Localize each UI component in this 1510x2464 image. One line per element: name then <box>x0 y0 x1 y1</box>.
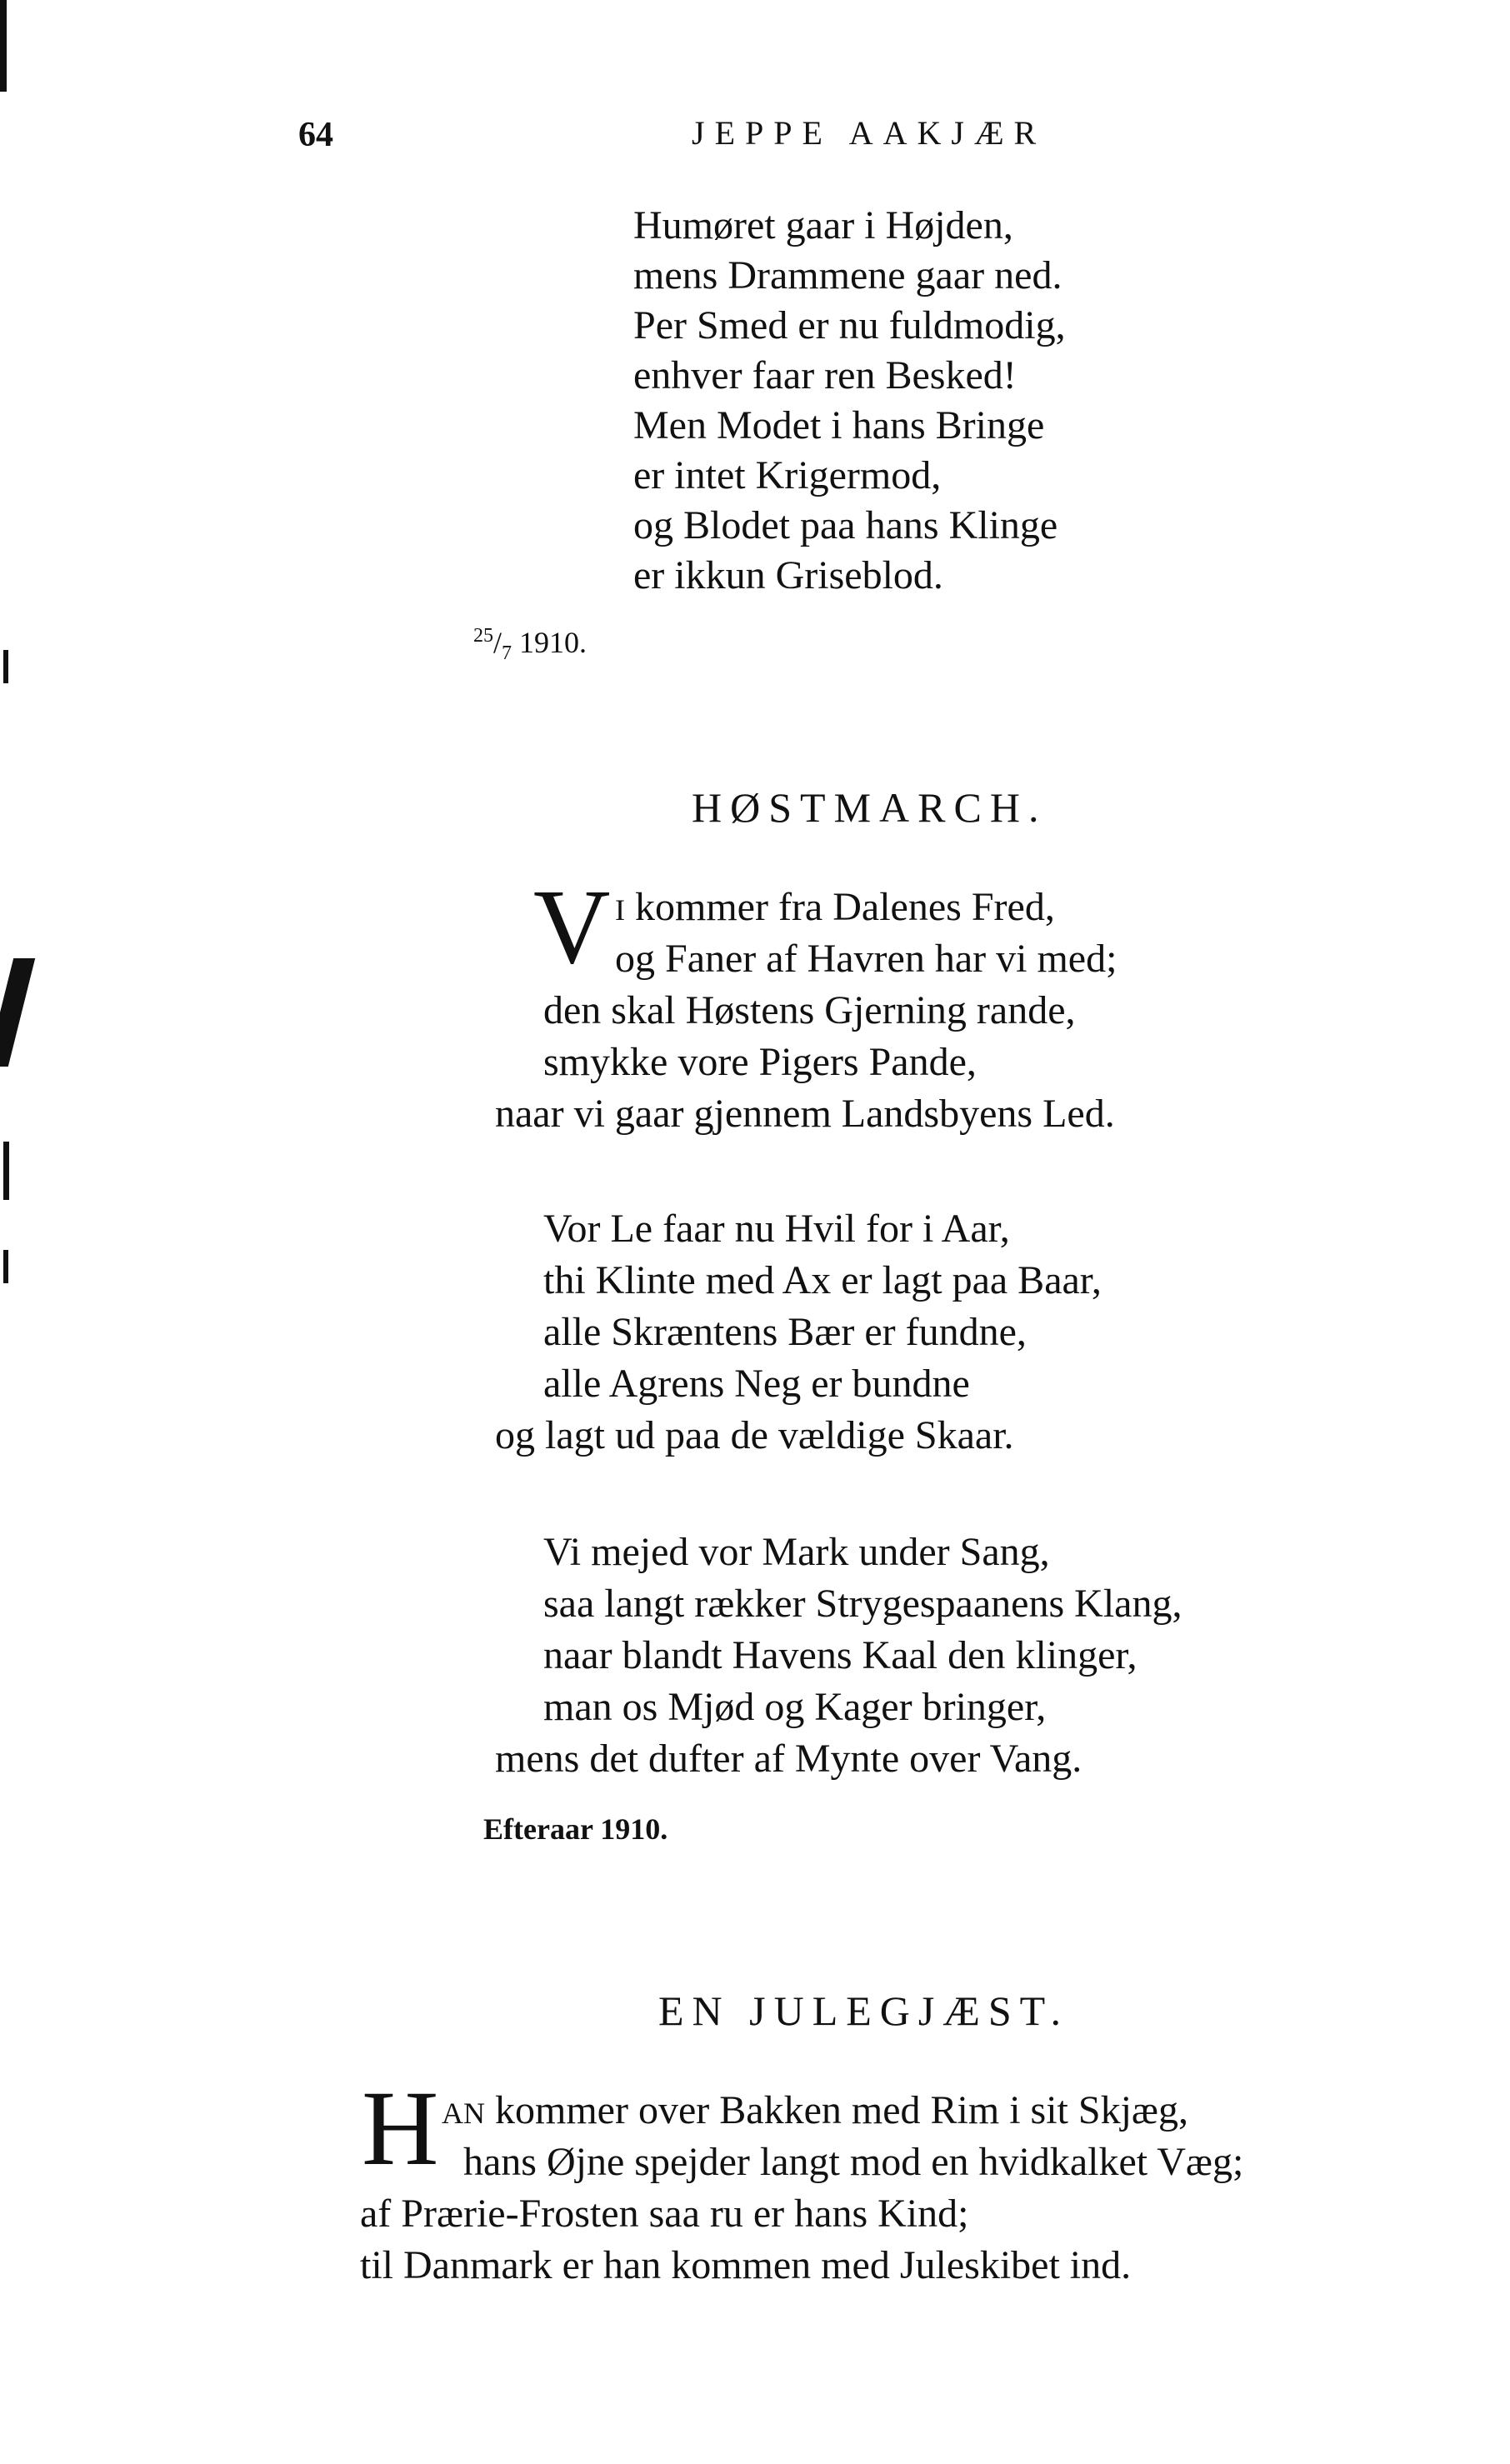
poem-line: naar vi gaar gjennem Landsbyens Led. <box>495 1092 1115 1136</box>
poem-line-text: kommer fra Dalenes Fred, <box>635 885 1055 929</box>
poem-line-text: kommer over Bakken med Rim i sit Skjæg, <box>495 2088 1188 2132</box>
poem-line: er ikkun Griseblod. <box>633 553 943 597</box>
poem-line: alle Skræntens Bær er fundne, <box>543 1310 1027 1354</box>
poem-line: man os Mjød og Kager bringer, <box>543 1685 1047 1729</box>
small-caps-letter: I <box>615 893 625 927</box>
scan-edge-mark <box>3 1142 9 1200</box>
poem-line: Vi mejed vor Mark under Sang, <box>543 1530 1050 1574</box>
date-month: 7 <box>502 642 512 665</box>
poem-line: og Faner af Havren har vi med; <box>615 937 1118 981</box>
date-year: 1910. <box>519 626 588 659</box>
date-day: 25 <box>473 625 493 647</box>
poem-title: HØSTMARCH. <box>692 784 1048 831</box>
poem-line: Per Smed er nu fuldmodig, <box>633 303 1066 347</box>
poem-line: og lagt ud paa de vældige Skaar. <box>495 1413 1014 1457</box>
poem-date: Efteraar 1910. <box>483 1812 668 1846</box>
poem-line: Men Modet i hans Bringe <box>633 403 1045 447</box>
poem-line: mens det dufter af Mynte over Vang. <box>495 1737 1082 1781</box>
poem-line: saa langt rækker Strygespaanens Klang, <box>543 1582 1182 1626</box>
poem-line: hans Øjne spejder langt mod en hvidkalket Væg; <box>463 2140 1244 2184</box>
poem-line: thi Klinte med Ax er lagt paa Baar, <box>543 1258 1102 1302</box>
poem-date: $^{25}/_7$ 1910. <box>473 625 588 665</box>
poem-line: alle Agrens Neg er bundne <box>543 1362 970 1406</box>
poem-line: til Danmark er han kommen med Juleskibet ind. <box>360 2243 1132 2287</box>
poem-line: Humøret gaar i Højden, <box>633 203 1013 247</box>
poem-line <box>615 883 1055 934</box>
scan-edge-mark <box>0 0 7 92</box>
poem-line: mens Drammene gaar ned. <box>633 253 1062 297</box>
poem-line: Vor Le faar nu Hvil for i Aar, <box>543 1207 1010 1251</box>
small-caps-word: AN <box>442 2097 485 2130</box>
poem-line: den skal Høstens Gjerning rande, <box>543 988 1076 1032</box>
poem-line: naar blandt Havens Kaal den klinger, <box>543 1633 1138 1677</box>
scan-edge-mark <box>0 958 35 1067</box>
scan-edge-mark <box>3 650 8 683</box>
drop-cap: V <box>533 867 611 986</box>
page-number: 64 <box>298 116 333 154</box>
poem-line: enhver faar ren Besked! <box>633 353 1017 397</box>
poem-line: af Prærie-Frosten saa ru er hans Kind; <box>360 2192 969 2236</box>
running-title: JEPPE AAKJÆR <box>692 114 1047 152</box>
poem-line: er intet Krigermod, <box>633 453 942 497</box>
poem-line: og Blodet paa hans Klinge <box>633 503 1058 547</box>
poem-line <box>442 2087 1188 2137</box>
scan-edge-mark <box>3 1250 8 1283</box>
poem-line: smykke vore Pigers Pande, <box>543 1040 977 1084</box>
poem-title: EN JULEGJÆST. <box>658 1987 1069 2034</box>
drop-cap: H <box>362 2069 439 2187</box>
